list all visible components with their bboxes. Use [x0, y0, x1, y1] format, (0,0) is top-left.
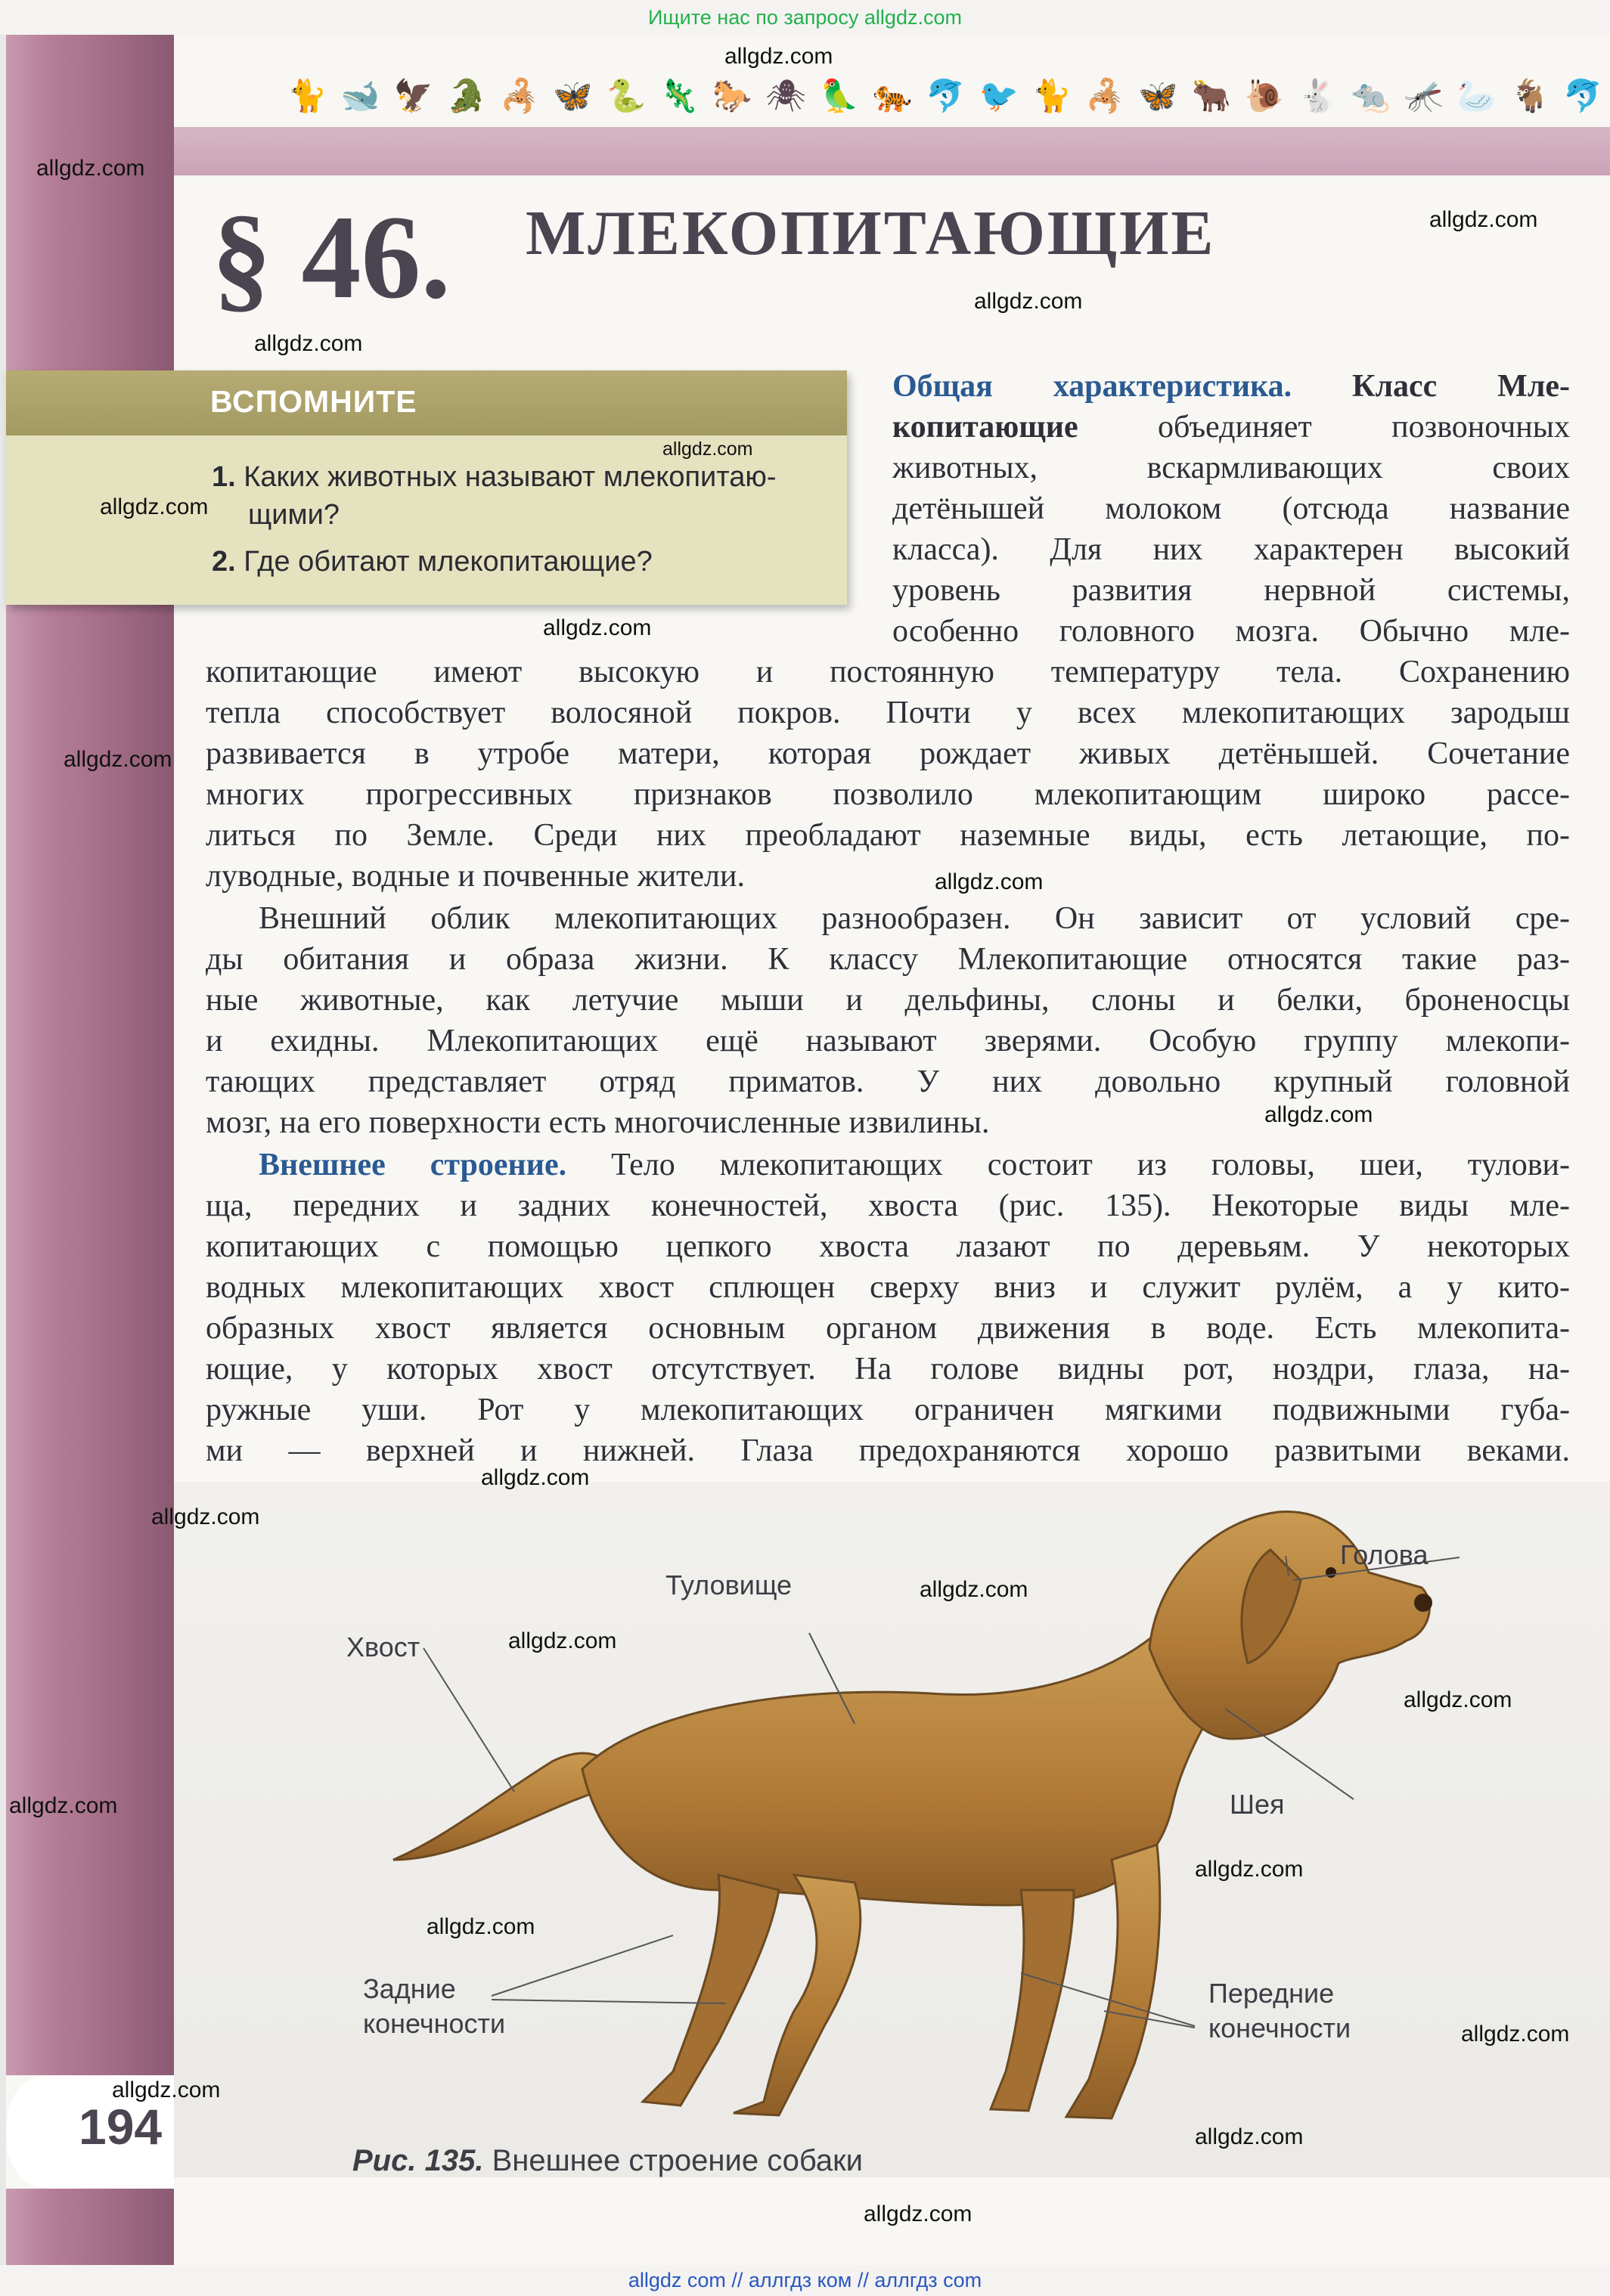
recall-heading-bar — [6, 370, 847, 435]
dog-fore-leg-back — [991, 1890, 1074, 2111]
animal-icon: 🐬 — [1563, 77, 1603, 114]
watermark: allgdz.com — [254, 331, 363, 356]
watermark: allgdz.com — [1429, 207, 1538, 232]
label-neck: Шея — [1230, 1789, 1285, 1820]
animal-icon: 🐦 — [979, 77, 1019, 114]
section-heading: Общая характеристика. — [892, 369, 1292, 404]
watermark: allgdz.com — [481, 1465, 590, 1490]
watermark: allgdz.com — [112, 2078, 221, 2102]
animal-icon: 🦟 — [1404, 77, 1444, 114]
watermark: allgdz.com — [64, 747, 172, 772]
question-number: 1. — [212, 461, 236, 493]
animal-icon: 🐋 — [340, 77, 380, 114]
text-line: и ехидны. Млекопитающих ещё называют зверями. Особую группу млекопи- — [206, 1024, 1570, 1058]
text-line: уровень развития нервной системы, — [892, 573, 1570, 608]
watermark: allgdz.com — [864, 2201, 973, 2226]
watermark: allgdz.com — [36, 156, 145, 181]
text-line: мозг, на его поверхности есть многочисленные извилины. — [206, 1105, 990, 1140]
text-line: ющие, у которых хвост отсутствует. На голове видны рот, ноздри, глаза, на- — [206, 1352, 1570, 1387]
question-text: Каких животных называют млекопитаю- — [244, 461, 777, 493]
text-line — [892, 366, 1570, 407]
animal-icon: 🦎 — [659, 77, 700, 114]
watermark: allgdz.com — [662, 438, 753, 460]
watermark: allgdz.com — [1461, 2022, 1570, 2047]
text-line — [259, 1145, 1570, 1185]
label-body: Туловище — [665, 1569, 793, 1600]
watermark: allgdz.com — [935, 869, 1044, 894]
label-hind-2: конечности — [363, 2008, 506, 2039]
animal-icon: 🐈 — [287, 77, 327, 114]
animal-icon: 🐊 — [446, 77, 487, 114]
animal-icon: 🐎 — [712, 77, 752, 114]
bottom-banner[interactable]: allgdz com // аллгдз ком // аллгдз сom — [628, 2269, 982, 2291]
text-line: ми — верхней и нижней. Глаза предохраняются хорошо развитыми веками. — [206, 1433, 1570, 1468]
text-line: луводные, водные и почвенные жители. — [206, 859, 745, 894]
header-band — [174, 127, 1610, 175]
text-line: тепла способствует волосяной покров. Почти у всех млекопитающих зародыш — [206, 696, 1570, 730]
pointer-hind — [492, 2000, 726, 2003]
watermark: allgdz.com — [974, 289, 1083, 314]
text-line: ща, передних и задних конечностей, хвоста (рис. 135). Некоторые виды мле- — [206, 1188, 1570, 1223]
text-line: ные животные, как летучие мыши и дельфины, слоны и белки, броненосцы — [206, 983, 1570, 1018]
bold-term: Класс Мле- — [1352, 369, 1571, 404]
animal-icon: 🐂 — [1191, 77, 1231, 114]
text-line: детёнышей молоком (отсюда название — [892, 491, 1570, 526]
label-fore-1: Передние — [1208, 1978, 1335, 2009]
animal-icon: 🐀 — [1351, 77, 1391, 114]
animal-icon: 🦋 — [1138, 77, 1178, 114]
watermark: allgdz.com — [508, 1628, 617, 1653]
animal-icon: 🐈 — [1031, 77, 1072, 114]
label-fore-2: конечности — [1208, 2012, 1351, 2043]
text-line: водных млекопитающих хвост сплющен сверху вниз и служит рулём, а у кито- — [206, 1270, 1570, 1305]
figure-caption — [352, 2144, 863, 2178]
animal-icon: 🐬 — [926, 77, 966, 114]
animal-icon: 🐍 — [606, 77, 646, 114]
dog-nose — [1414, 1594, 1432, 1612]
animal-icon: 🐇 — [1298, 77, 1338, 114]
top-banner[interactable]: Ищите нас по запросу allgdz.com — [648, 6, 962, 29]
watermark: allgdz.com — [724, 44, 833, 69]
page-edge — [0, 35, 6, 2265]
text-line: Внешний облик млекопитающих разнообразен. Он зависит от условий сре- — [259, 901, 1570, 936]
section-heading: Внешнее строение. — [259, 1148, 567, 1182]
text-line: копитающие имеют высокую и постоянную температуру тела. Сохранению — [206, 655, 1570, 689]
dog-illustration — [174, 1482, 1610, 2177]
text-line: образных хвост является основным органом движения в воде. Есть млекопита- — [206, 1311, 1570, 1346]
animal-icon: 🦋 — [553, 77, 593, 114]
watermark: allgdz.com — [9, 1793, 118, 1818]
animal-icon: 🦅 — [393, 77, 433, 114]
recall-box — [6, 370, 847, 605]
page-title: МЛЕКОПИТАЮЩИЕ — [526, 198, 1216, 268]
text-line — [892, 407, 1570, 448]
pointer-tail — [423, 1648, 514, 1792]
animal-icons-row — [287, 70, 1603, 122]
recall-question-1-cont: щими? — [248, 499, 340, 531]
text-line: класса). Для них характерен высокий — [892, 532, 1570, 567]
text-line: литься по Земле. Среди них преобладают наземные виды, есть летающие, по- — [206, 818, 1570, 853]
animal-icon: 🐅 — [872, 77, 913, 114]
question-number: 2. — [212, 546, 236, 578]
dog-eye — [1326, 1567, 1336, 1578]
recall-heading: ВСПОМНИТЕ — [210, 384, 417, 419]
animal-icon: 🐐 — [1510, 77, 1550, 114]
figure-135 — [174, 1482, 1610, 2177]
animal-icon: 🦢 — [1456, 77, 1497, 114]
animal-icon: 🦂 — [1085, 77, 1125, 114]
animal-icon: 🕷 — [765, 77, 806, 114]
figure-title: Внешнее строение собаки — [492, 2144, 863, 2177]
page-number: 194 — [79, 2099, 163, 2155]
dog-hind-leg-back — [643, 1875, 779, 2105]
dog-tail — [393, 1753, 613, 1860]
figure-number: Рис. 135. — [352, 2144, 484, 2177]
recall-question-2 — [212, 541, 653, 582]
question-text: Где обитают млекопитающие? — [244, 546, 653, 578]
bold-term: копитающие — [892, 410, 1078, 445]
text-line: животных, вскармливающих своих — [892, 451, 1570, 485]
watermark: allgdz.com — [100, 494, 209, 519]
text-span: Тело млекопитающих состоит из головы, шеи, тулови- — [611, 1148, 1570, 1182]
watermark: allgdz.com — [427, 1914, 535, 1939]
animal-icon: 🦜 — [819, 77, 859, 114]
text-line: тающих представляет отряд приматов. У них довольно крупный головной — [206, 1064, 1570, 1099]
pointer-hind — [492, 1935, 673, 1996]
text-line: развивается в утробе матери, которая рождает живых детёнышей. Сочетание — [206, 736, 1570, 771]
animal-icon: 🦂 — [500, 77, 540, 114]
watermark: allgdz.com — [1404, 1687, 1512, 1712]
text-line: особенно головного мозга. Обычно мле- — [892, 614, 1570, 649]
text-line: копитающих с помощью цепкого хвоста лазают по деревьям. У некоторых — [206, 1229, 1570, 1264]
left-color-strip — [6, 35, 174, 2265]
animal-icon: 🐌 — [1244, 77, 1285, 114]
watermark: allgdz.com — [1264, 1102, 1373, 1127]
text-line: ды обитания и образа жизни. К классу Млекопитающие относятся такие раз- — [206, 942, 1570, 977]
text-line: ружные уши. Рот у млекопитающих ограничен мягкими подвижными губа- — [206, 1393, 1570, 1427]
label-tail: Хвост — [346, 1631, 420, 1662]
watermark: allgdz.com — [543, 615, 652, 640]
section-number: § 46. — [212, 191, 451, 324]
watermark: allgdz.com — [1195, 2124, 1304, 2149]
label-head: Голова — [1340, 1539, 1429, 1570]
label-hind-1: Задние — [363, 1973, 456, 2004]
watermark: allgdz.com — [1195, 1857, 1304, 1882]
watermark: allgdz.com — [151, 1504, 260, 1529]
text-span: объединяет позвоночных — [1158, 410, 1570, 445]
recall-question-1 — [212, 457, 777, 497]
watermark: allgdz.com — [920, 1577, 1028, 1602]
text-line: многих прогрессивных признаков позволило млекопитающим широко рассе- — [206, 777, 1570, 812]
